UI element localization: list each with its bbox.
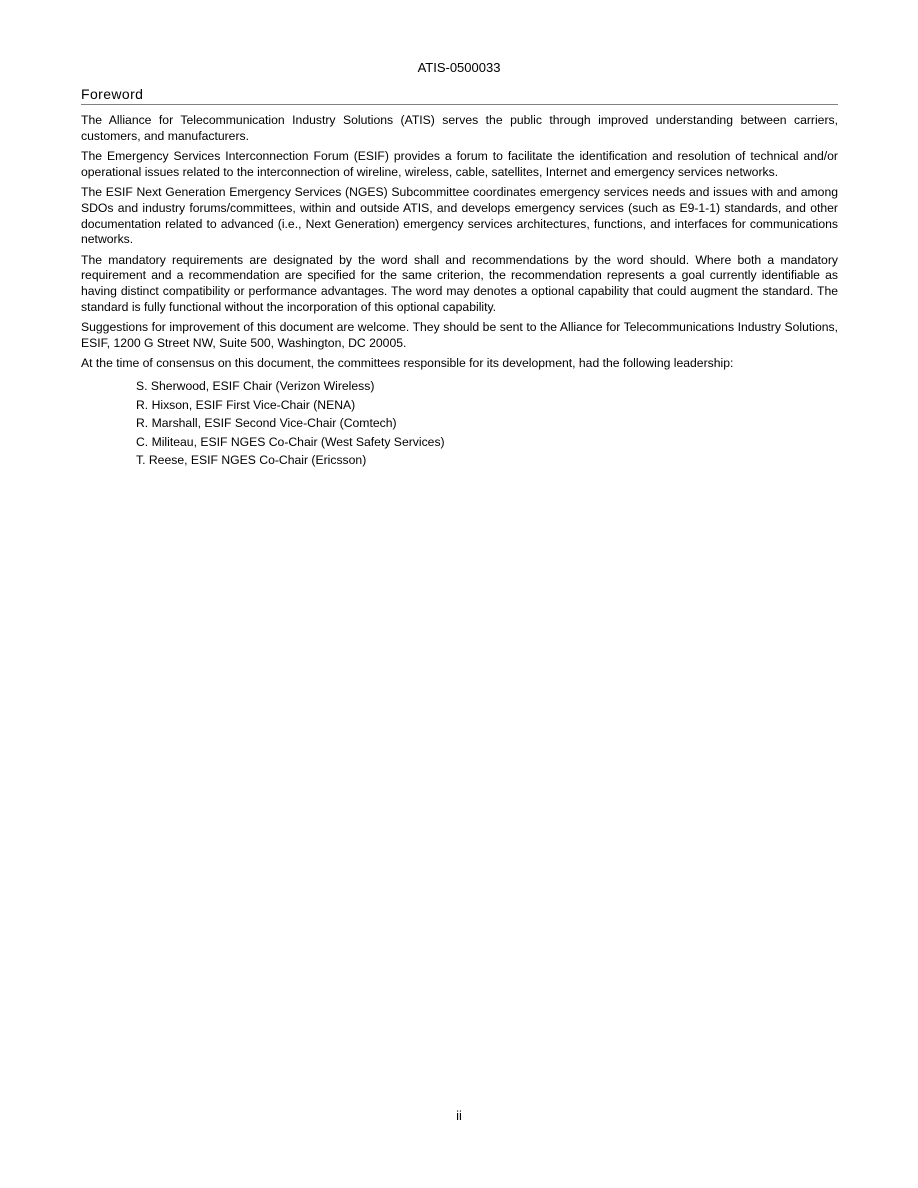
leadership-item: R. Marshall, ESIF Second Vice-Chair (Comtech) (136, 416, 397, 431)
paragraph-atis: The Alliance for Telecommunication Industry Solutions (ATIS) serves the public through improved understanding between carriers, customers, and manufacturers. (81, 113, 838, 143)
paragraph-nges: The ESIF Next Generation Emergency Services (NGES) Subcommittee coordinates emergency services needs and issues with and among SDOs and industry forums/committees, within and outside ATIS, and develops emergency services (such as E9-1-1) standards, and other documentation related to advanced (i.e., Next Generation) emergency services architectures, functions, and interfaces for communications networks. (81, 185, 838, 247)
section-title: Foreword (81, 86, 838, 105)
paragraph-requirements: The mandatory requirements are designated by the word shall and recommendations by the word should. Where both a mandatory requirement and a recommendation are specified for the same criterion, the recommendation represents a goal currently identifiable as having distinct compatibility or performance advantages. The word may denotes a optional capability that could augment the standard. The standard is fully functional without the incorporation of this optional capability. (81, 252, 838, 314)
foreword-body (81, 113, 838, 472)
leadership-list (136, 379, 838, 469)
leadership-item: C. Militeau, ESIF NGES Co-Chair (West Safety Services) (136, 434, 445, 449)
page-number: ii (456, 1108, 462, 1123)
leadership-item: S. Sherwood, ESIF Chair (Verizon Wireless) (136, 378, 375, 393)
document-id-header: ATIS-0500033 (417, 60, 501, 75)
paragraph-leadership-intro: At the time of consensus on this document, the committees responsible for its development, had the following leadership: (81, 356, 734, 371)
leadership-item: R. Hixson, ESIF First Vice-Chair (NENA) (136, 397, 356, 412)
leadership-item: T. Reese, ESIF NGES Co-Chair (Ericsson) (136, 453, 367, 468)
paragraph-esif: The Emergency Services Interconnection Forum (ESIF) provides a forum to facilitate the identification and resolution of technical and/or operational issues related to the interconnection of wireline, wireless, cable, satellites, Internet and emergency services networks. (81, 149, 838, 179)
paragraph-suggestions: Suggestions for improvement of this document are welcome. They should be sent to the Alliance for Telecommunications Industry Solutions, ESIF, 1200 G Street NW, Suite 500, Washington, DC 20005. (81, 320, 838, 350)
